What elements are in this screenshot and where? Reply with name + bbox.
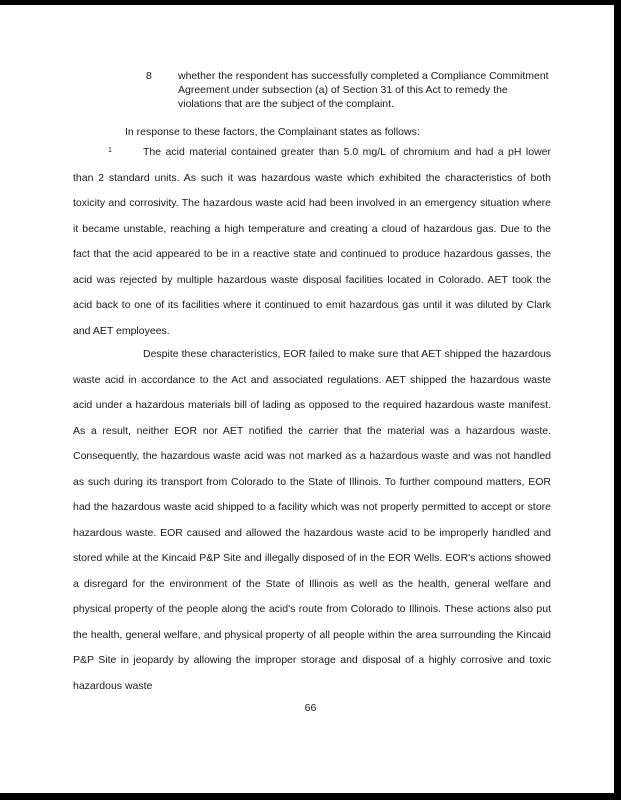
margin-mark: 1 [108, 147, 112, 154]
scan-edge-bottom [0, 793, 621, 800]
scan-edge-top [0, 0, 621, 5]
list-item-number: 8 [146, 70, 152, 82]
page-number: 66 [304, 702, 317, 714]
scan-edge-right [614, 0, 621, 800]
list-item-text: whether the respondent has successfully completed a Compliance Commitment Agreement under subsection (a) of Section 31 of this Act to remedy the violations that are the subject of the complaint. [178, 70, 549, 110]
body-paragraph-1: The acid material contained greater than 5.0 mg/L of chromium and had a pH lower than 2 standard units. As such it was hazardous waste which exhibited the characteristics of both toxicity and corrosivity. The hazardous waste acid had been involved in an emergency situation where it became unstable, reaching a high temperature and creating a cloud of hazardous gas. Due to the fact that the acid appeared to be in a reactive state and continued to produce hazardous gasses, the acid was rejected by multiple hazardous waste disposal facilities located in Colorado. AET took the acid back to one of its facilities where it continued to emit hazardous gas until it was diluted by Clark and AET employees. [73, 146, 551, 337]
body-paragraph-2: Despite these characteristics, EOR failed to make sure that AET shipped the hazardous waste acid in accordance to the Act and associated regulations. AET shipped the hazardous waste acid under a hazardous materials bill of lading as opposed to the required hazardous waste manifest. As a result, neither EOR nor AET notified the carrier that the material was a hazardous waste. Consequently, the hazardous waste acid was not marked as a hazardous waste and was not handled as such during its transport from Colorado to the State of Illinois. To further compound matters, EOR had the hazardous waste acid shipped to a facility which was not properly permitted to accept or store hazardous waste. EOR caused and allowed the hazardous waste acid to be improperly handled and stored while at the Kincaid P&P Site and illegally disposed of in the EOR Wells. EOR's actions showed a disregard for the environment of the State of Illinois as well as the health, general welfare and physical property of the people along the acid's route from Colorado to Illinois. These actions also put the health, general welfare, and physical property of all people within the area surrounding the Kincaid P&P Site in jeopardy by allowing the improper storage and disposal of a highly corrosive and toxic hazardous waste [73, 348, 551, 692]
intro-sentence: In response to these factors, the Complainant states as follows: [125, 126, 420, 138]
